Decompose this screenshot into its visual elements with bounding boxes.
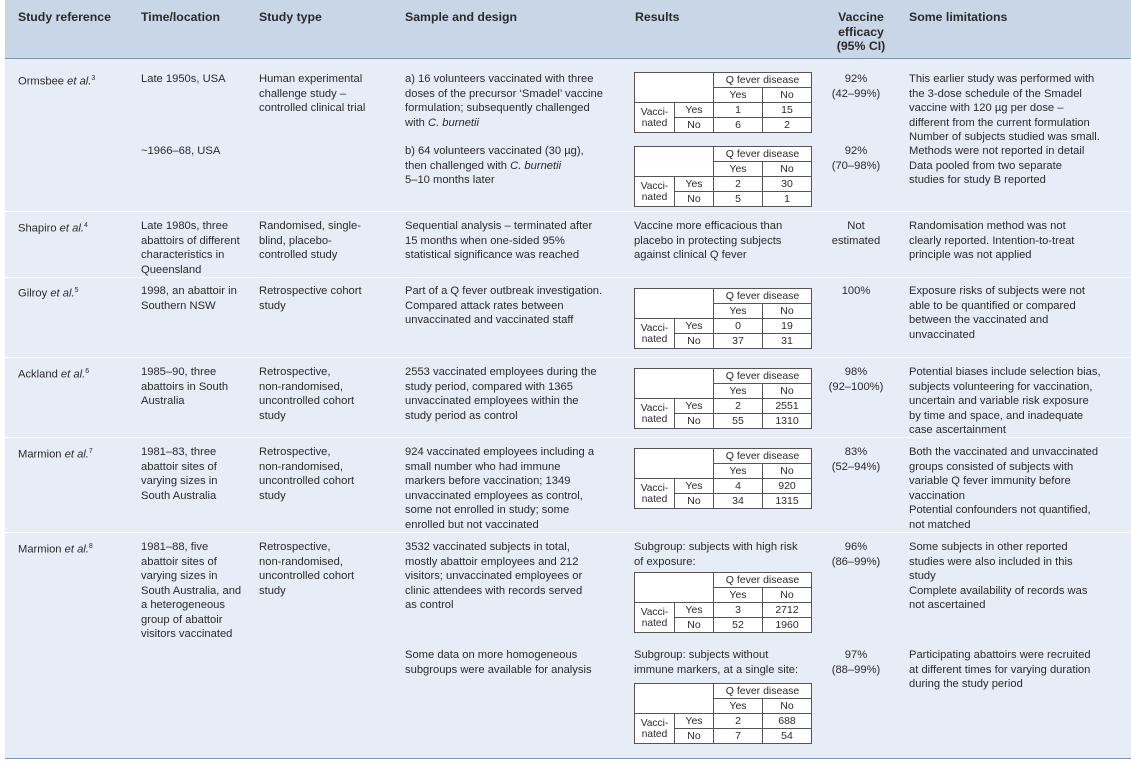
time-location: Late 1980s, three abattoirs of different characteristics in Queensland (141, 220, 240, 276)
study-reference: Ackland et al.$^6$ (18, 368, 90, 381)
time-location: 1981–83, three abattoir sites of varying sizes in South Australia (141, 446, 218, 502)
column-header-time-location: Time/location (141, 10, 221, 24)
study-type: Retrospective cohort study (259, 285, 362, 312)
limitations: Both the vaccinated and unvaccinated groups consisted of subjects with variable Q fever immunity before vaccination Potential confounders not quantified, not matched (909, 446, 1099, 531)
limitations: Methods were not reported in detail Data pooled from two separate studies for study B reported (909, 145, 1085, 186)
limitations: Some subjects in other reported studies were also included in this study Complete availability of records was not ascertained (909, 541, 1088, 611)
column-header-results: Results (635, 10, 680, 24)
study-reference: Gilroy et al.$^5$ (18, 287, 79, 300)
contingency-table: Q fever disease Yes No Vacci- nated Yes 0 19 No 37 31 (634, 288, 812, 349)
limitations: Randomisation method was not clearly reported. Intention-to-treat principle was not applied (909, 220, 1075, 261)
contingency-table: Q fever disease Yes No Vacci- nated Yes 3 2712 No 52 1960 (634, 572, 812, 633)
sample-design: 924 vaccinated employees including a small number who had immune markers before vaccination; 1349 unvaccinated employees as control, some not enrolled in study; some enrolled but not vaccinated (405, 446, 595, 531)
study-reference: Ormsbee et al.$^3$ (18, 75, 96, 88)
results-text: Subgroup: subjects without immune markers, at a single site: (634, 649, 799, 676)
contingency-table: Q fever disease Yes No Vacci- nated Yes 2 2551 No 55 1310 (634, 368, 812, 429)
sample-design: Part of a Q fever outbreak investigation. Compared attack rates between unvaccinated and vaccinated staff (405, 285, 603, 326)
vaccine-efficacy: 97% (88–99%) (831, 649, 881, 676)
limitations: Potential biases include selection bias, subjects volunteering for vaccination, uncertain and variable risk exposure by time and space, and inadequate case ascertainment (909, 366, 1101, 436)
row-divider (5, 277, 1131, 278)
sample-design: 3532 vaccinated subjects in total, mostly abattoir employees and 212 visitors; unvaccinated employees or clinic attendees with records served as control (405, 541, 583, 611)
sample-design: Sequential analysis – terminated after 15 months when one-sided 95% statistical significance was reached (405, 220, 593, 261)
contingency-table: Q fever disease Yes No Vacci- nated Yes 2 688 No 7 54 (634, 683, 812, 744)
vaccine-efficacy: 92% (42–99%) (831, 73, 881, 100)
column-header-efficacy: Vaccine efficacy (95% CI) (836, 10, 886, 53)
sample-design: Some data on more homogeneous subgroups were available for analysis (405, 649, 592, 676)
column-header-study-type: Study type (259, 10, 322, 24)
row-divider (5, 357, 1131, 358)
time-location: 1998, an abattoir in Southern NSW (141, 285, 237, 312)
table-bottom-rule (5, 758, 1131, 759)
row-divider (5, 532, 1131, 533)
study-type: Randomised, single- blind, placebo- controlled study (259, 220, 361, 261)
contingency-table: Q fever disease Yes No Vacci- nated Yes 2 30 No 5 1 (634, 146, 812, 207)
table-header (5, 0, 1131, 58)
sample-design: a) 16 volunteers vaccinated with three doses of the precursor ‘Smadel’ vaccine formulation; subsequently challenged with C. burnetii (405, 73, 603, 129)
time-location: 1985–90, three abattoirs in South Australia (141, 366, 229, 407)
column-header-study-reference: Study reference (18, 10, 111, 24)
vaccine-efficacy: Not estimated (831, 220, 881, 247)
study-type: Retrospective, non-randomised, uncontrolled cohort study (259, 366, 355, 422)
sample-design: 2553 vaccinated employees during the study period, compared with 1365 unvaccinated employees within the study period as control (405, 366, 597, 422)
vaccine-efficacy: 96% (86–99%) (831, 541, 881, 568)
results-text: Vaccine more efficacious than placebo in protecting subjects against clinical Q fever (634, 220, 783, 261)
sample-design: b) 64 volunteers vaccinated (30 µg), then challenged with C. burnetii 5–10 months later (405, 145, 584, 186)
limitations: Participating abattoirs were recruited at different times for varying duration during the study period (909, 649, 1091, 690)
vaccine-efficacy: 98% (92–100%) (828, 366, 884, 393)
time-location: ~1966–68, USA (141, 145, 221, 157)
row-divider (5, 211, 1131, 212)
study-reference: Marmion et al.$^7$ (18, 448, 93, 461)
time-location: Late 1950s, USA (141, 73, 226, 85)
limitations: Exposure risks of subjects were not able to be quantified or compared between the vaccinated and unvaccinated (909, 285, 1085, 341)
contingency-table: Q fever disease Yes No Vacci- nated Yes 4 920 No 34 1315 (634, 448, 812, 509)
study-type: Human experimental challenge study – controlled clinical trial (259, 73, 366, 114)
vaccine-efficacy: 100% (841, 285, 871, 297)
time-location: 1981–88, five abattoir sites of varying sizes in South Australia, and a heterogeneous group of abattoir visitors vaccinated (141, 541, 242, 640)
column-header-limitations: Some limitations (909, 10, 1008, 24)
study-reference: Marmion et al.$^8$ (18, 543, 93, 556)
limitations: This earlier study was performed with the 3-dose schedule of the Smadel vaccine with 120 µg per dose – different from the current formulation Number of subjects studied was small. (909, 73, 1100, 143)
study-type: Retrospective, non-randomised, uncontrolled cohort study (259, 541, 355, 597)
study-reference: Shapiro et al.$^4$ (18, 222, 88, 235)
column-header-sample-design: Sample and design (405, 10, 518, 24)
vaccine-efficacy: 92% (70–98%) (831, 145, 881, 172)
vaccine-efficacy: 83% (52–94%) (831, 446, 881, 473)
contingency-table: Q fever disease Yes No Vacci- nated Yes 1 15 No 6 2 (634, 72, 812, 133)
results-text: Subgroup: subjects with high risk of exposure: (634, 541, 798, 568)
study-type: Retrospective, non-randomised, uncontrolled cohort study (259, 446, 355, 502)
